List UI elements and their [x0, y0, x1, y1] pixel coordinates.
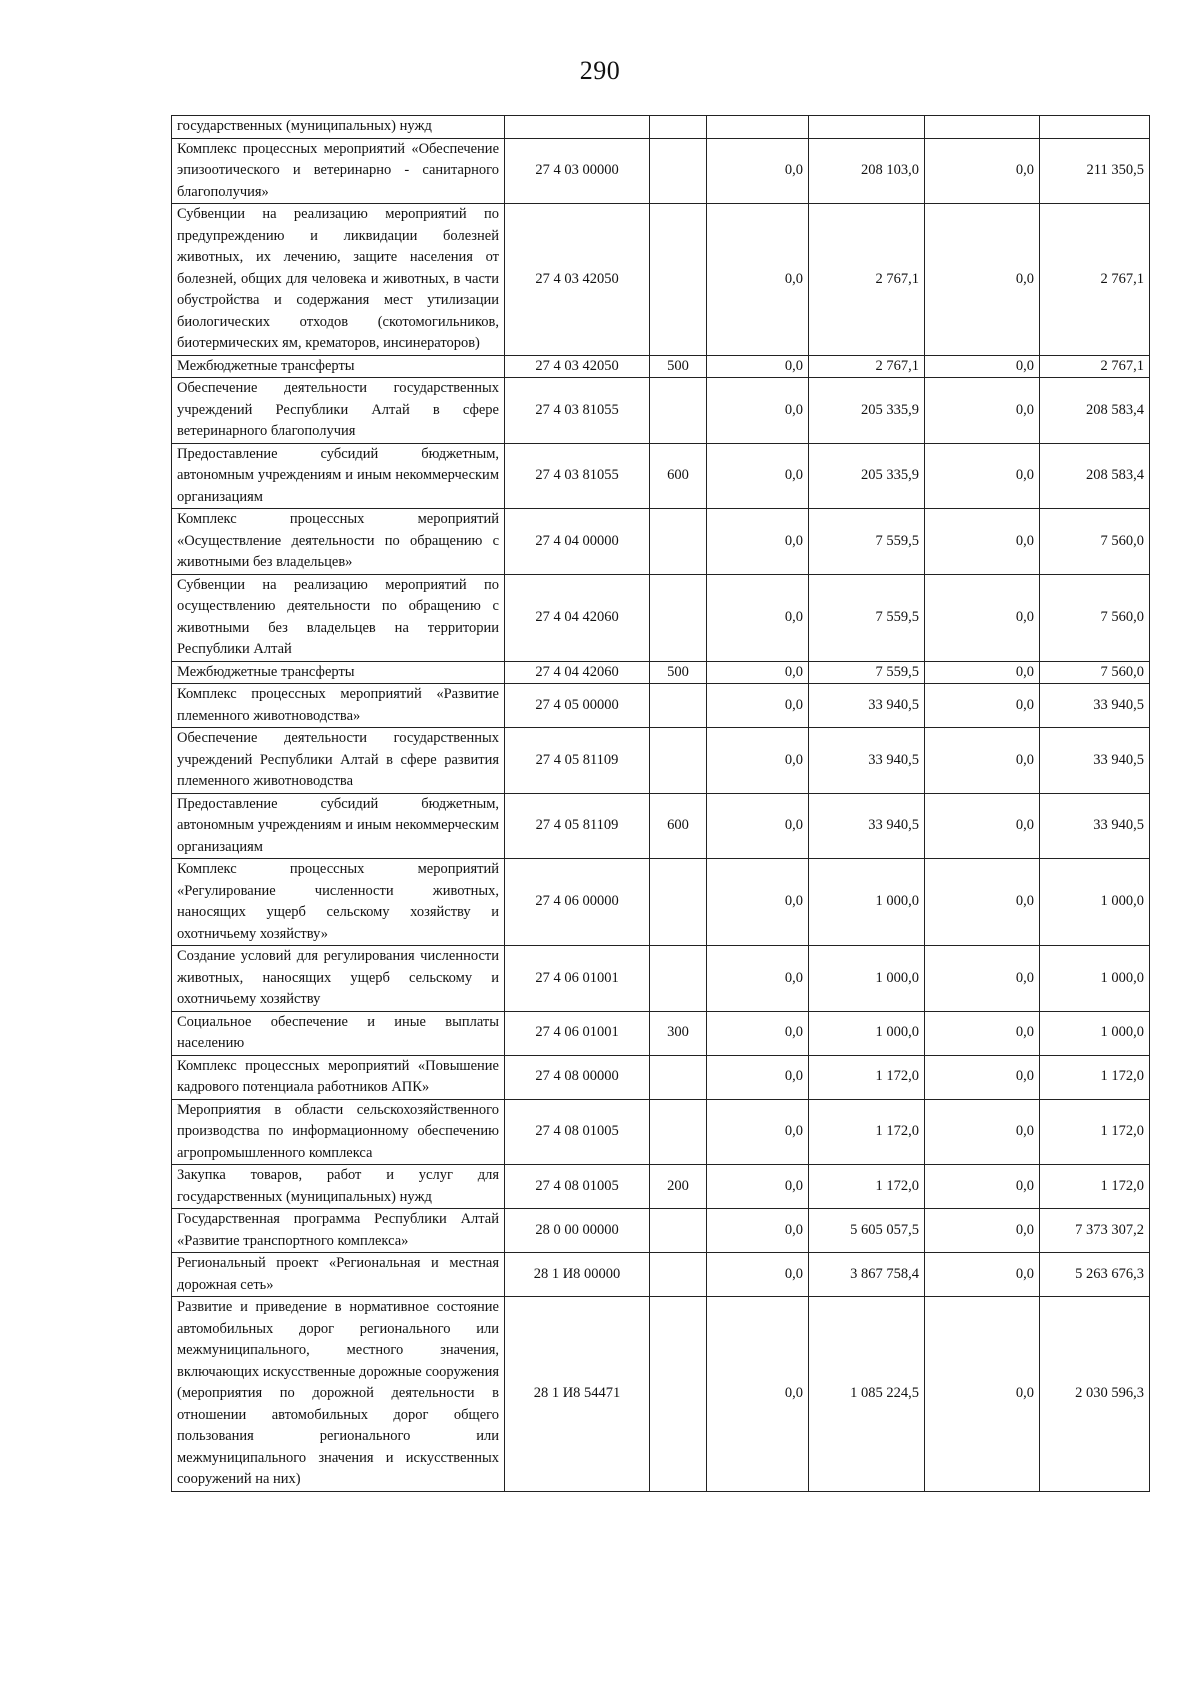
amount-col-1: 0,0	[707, 443, 809, 509]
row-description: Закупка товаров, работ и услуг для государственных (муниципальных) нужд	[172, 1165, 505, 1209]
amount-col-3	[925, 116, 1040, 139]
amount-col-4: 1 172,0	[1040, 1099, 1150, 1165]
amount-col-2: 7 559,5	[809, 574, 925, 661]
table-row	[172, 443, 1150, 509]
amount-col-4: 7 560,0	[1040, 574, 1150, 661]
target-article-code: 27 4 03 81055	[505, 443, 650, 509]
amount-col-2: 1 000,0	[809, 859, 925, 946]
expense-type-code: 300	[650, 1011, 707, 1055]
expense-type-code	[650, 204, 707, 356]
row-description: Межбюджетные трансферты	[172, 355, 505, 378]
amount-col-1	[707, 116, 809, 139]
target-article-code: 27 4 08 01005	[505, 1099, 650, 1165]
expense-type-code	[650, 1209, 707, 1253]
table-row	[172, 859, 1150, 946]
amount-col-4: 7 560,0	[1040, 661, 1150, 684]
amount-col-4: 208 583,4	[1040, 378, 1150, 444]
target-article-code: 28 1 И8 00000	[505, 1253, 650, 1297]
amount-col-2: 1 172,0	[809, 1165, 925, 1209]
amount-col-3: 0,0	[925, 859, 1040, 946]
target-article-code: 27 4 08 01005	[505, 1165, 650, 1209]
expense-type-code	[650, 378, 707, 444]
table-row	[172, 1209, 1150, 1253]
table-row	[172, 116, 1150, 139]
amount-col-1: 0,0	[707, 1011, 809, 1055]
row-description: Комплекс процессных мероприятий «Обеспечение эпизоотического и ветеринарно - санитарного благополучия»	[172, 138, 505, 204]
amount-col-2: 1 000,0	[809, 1011, 925, 1055]
row-description: Создание условий для регулирования численности животных, наносящих ущерб сельскому и охотничьему хозяйству	[172, 946, 505, 1012]
amount-col-3: 0,0	[925, 661, 1040, 684]
amount-col-2: 205 335,9	[809, 443, 925, 509]
amount-col-4: 33 940,5	[1040, 684, 1150, 728]
table-row	[172, 509, 1150, 575]
table-row	[172, 355, 1150, 378]
amount-col-2: 2 767,1	[809, 355, 925, 378]
row-description: Государственная программа Республики Алтай «Развитие транспортного комплекса»	[172, 1209, 505, 1253]
amount-col-2: 205 335,9	[809, 378, 925, 444]
amount-col-3: 0,0	[925, 138, 1040, 204]
amount-col-3: 0,0	[925, 1297, 1040, 1492]
amount-col-1: 0,0	[707, 1209, 809, 1253]
target-article-code: 28 1 И8 54471	[505, 1297, 650, 1492]
amount-col-4: 33 940,5	[1040, 793, 1150, 859]
expense-type-code	[650, 728, 707, 794]
table-row	[172, 946, 1150, 1012]
table-row	[172, 1055, 1150, 1099]
amount-col-1: 0,0	[707, 661, 809, 684]
amount-col-2: 208 103,0	[809, 138, 925, 204]
expense-type-code: 500	[650, 355, 707, 378]
row-description: Комплекс процессных мероприятий «Осуществление деятельности по обращению с животными без владельцев»	[172, 509, 505, 575]
row-description: Комплекс процессных мероприятий «Регулирование численности животных, наносящих ущерб сельскому хозяйству и охотничьему хозяйству»	[172, 859, 505, 946]
table-row	[172, 1253, 1150, 1297]
target-article-code: 27 4 05 00000	[505, 684, 650, 728]
table-row	[172, 138, 1150, 204]
row-description: Субвенции на реализацию мероприятий по осуществлению деятельности по обращению с животными без владельцев на территории Республики Алтай	[172, 574, 505, 661]
amount-col-2: 2 767,1	[809, 204, 925, 356]
table-row	[172, 684, 1150, 728]
target-article-code: 28 0 00 00000	[505, 1209, 650, 1253]
expense-type-code: 500	[650, 661, 707, 684]
amount-col-1: 0,0	[707, 1099, 809, 1165]
amount-col-3: 0,0	[925, 509, 1040, 575]
amount-col-4: 1 000,0	[1040, 946, 1150, 1012]
amount-col-3: 0,0	[925, 1209, 1040, 1253]
amount-col-4: 208 583,4	[1040, 443, 1150, 509]
table-row	[172, 793, 1150, 859]
row-description: Обеспечение деятельности государственных учреждений Республики Алтай в сфере развития племенного животноводства	[172, 728, 505, 794]
amount-col-2: 3 867 758,4	[809, 1253, 925, 1297]
amount-col-4: 1 000,0	[1040, 1011, 1150, 1055]
expense-type-code: 600	[650, 793, 707, 859]
amount-col-1: 0,0	[707, 1165, 809, 1209]
budget-table-body	[172, 116, 1150, 1492]
amount-col-4	[1040, 116, 1150, 139]
expense-type-code	[650, 138, 707, 204]
target-article-code: 27 4 06 01001	[505, 946, 650, 1012]
budget-table	[171, 115, 1150, 1492]
amount-col-3: 0,0	[925, 1099, 1040, 1165]
amount-col-3: 0,0	[925, 443, 1040, 509]
amount-col-4: 1 172,0	[1040, 1055, 1150, 1099]
row-description: Комплекс процессных мероприятий «Развитие племенного животноводства»	[172, 684, 505, 728]
target-article-code: 27 4 03 42050	[505, 204, 650, 356]
row-description: государственных (муниципальных) нужд	[172, 116, 505, 139]
expense-type-code	[650, 116, 707, 139]
table-row	[172, 1297, 1150, 1492]
expense-type-code: 600	[650, 443, 707, 509]
amount-col-2: 5 605 057,5	[809, 1209, 925, 1253]
amount-col-2: 33 940,5	[809, 728, 925, 794]
table-row	[172, 728, 1150, 794]
row-description: Комплекс процессных мероприятий «Повышение кадрового потенциала работников АПК»	[172, 1055, 505, 1099]
table-row	[172, 1165, 1150, 1209]
target-article-code	[505, 116, 650, 139]
amount-col-2: 7 559,5	[809, 661, 925, 684]
amount-col-1: 0,0	[707, 684, 809, 728]
amount-col-1: 0,0	[707, 509, 809, 575]
amount-col-1: 0,0	[707, 1297, 809, 1492]
amount-col-2: 33 940,5	[809, 793, 925, 859]
amount-col-4: 2 767,1	[1040, 355, 1150, 378]
expense-type-code	[650, 946, 707, 1012]
amount-col-3: 0,0	[925, 684, 1040, 728]
amount-col-4: 2 030 596,3	[1040, 1297, 1150, 1492]
amount-col-2: 1 085 224,5	[809, 1297, 925, 1492]
row-description: Развитие и приведение в нормативное состояние автомобильных дорог регионального или межмуниципального, местного значения, включающих искусственные дорожные сооружения (мероприятия по дорожной деятельности в отношении автомобильных дорог общего пользования регионального или межмуниципального значения и искусственных сооружений на них)	[172, 1297, 505, 1492]
amount-col-3: 0,0	[925, 1055, 1040, 1099]
target-article-code: 27 4 04 42060	[505, 661, 650, 684]
amount-col-1: 0,0	[707, 728, 809, 794]
expense-type-code	[650, 1099, 707, 1165]
table-row	[172, 1099, 1150, 1165]
amount-col-1: 0,0	[707, 378, 809, 444]
expense-type-code	[650, 509, 707, 575]
expense-type-code	[650, 1055, 707, 1099]
amount-col-3: 0,0	[925, 355, 1040, 378]
row-description: Межбюджетные трансферты	[172, 661, 505, 684]
table-row	[172, 1011, 1150, 1055]
amount-col-4: 5 263 676,3	[1040, 1253, 1150, 1297]
amount-col-4: 1 172,0	[1040, 1165, 1150, 1209]
target-article-code: 27 4 08 00000	[505, 1055, 650, 1099]
target-article-code: 27 4 03 81055	[505, 378, 650, 444]
amount-col-1: 0,0	[707, 138, 809, 204]
target-article-code: 27 4 06 00000	[505, 859, 650, 946]
expense-type-code	[650, 859, 707, 946]
expense-type-code	[650, 684, 707, 728]
amount-col-2: 7 559,5	[809, 509, 925, 575]
amount-col-4: 7 560,0	[1040, 509, 1150, 575]
table-row	[172, 204, 1150, 356]
amount-col-3: 0,0	[925, 946, 1040, 1012]
expense-type-code	[650, 574, 707, 661]
expense-type-code: 200	[650, 1165, 707, 1209]
target-article-code: 27 4 03 42050	[505, 355, 650, 378]
target-article-code: 27 4 03 00000	[505, 138, 650, 204]
page-number: 290	[579, 56, 621, 85]
table-row	[172, 574, 1150, 661]
amount-col-1: 0,0	[707, 1253, 809, 1297]
amount-col-2	[809, 116, 925, 139]
row-description: Мероприятия в области сельскохозяйственного производства по информационному обеспечению агропромышленного комплекса	[172, 1099, 505, 1165]
expense-type-code	[650, 1253, 707, 1297]
row-description: Предоставление субсидий бюджетным, автономным учреждениям и иным некоммерческим организациям	[172, 793, 505, 859]
row-description: Обеспечение деятельности государственных учреждений Республики Алтай в сфере ветеринарного благополучия	[172, 378, 505, 444]
amount-col-4: 2 767,1	[1040, 204, 1150, 356]
amount-col-2: 1 172,0	[809, 1055, 925, 1099]
row-description: Региональный проект «Региональная и местная дорожная сеть»	[172, 1253, 505, 1297]
amount-col-4: 33 940,5	[1040, 728, 1150, 794]
row-description: Социальное обеспечение и иные выплаты населению	[172, 1011, 505, 1055]
amount-col-3: 0,0	[925, 378, 1040, 444]
target-article-code: 27 4 04 00000	[505, 509, 650, 575]
amount-col-3: 0,0	[925, 204, 1040, 356]
amount-col-2: 1 172,0	[809, 1099, 925, 1165]
amount-col-1: 0,0	[707, 355, 809, 378]
amount-col-3: 0,0	[925, 728, 1040, 794]
row-description: Субвенции на реализацию мероприятий по предупреждению и ликвидации болезней животных, их лечению, защите населения от болезней, общих для человека и животных, в части обустройства и содержания мест утилизации биологических отходов (скотомогильников, биотермических ям, крематоров, инсинераторов)	[172, 204, 505, 356]
amount-col-4: 1 000,0	[1040, 859, 1150, 946]
row-description: Предоставление субсидий бюджетным, автономным учреждениям и иным некоммерческим организациям	[172, 443, 505, 509]
target-article-code: 27 4 05 81109	[505, 793, 650, 859]
amount-col-1: 0,0	[707, 1055, 809, 1099]
table-row	[172, 661, 1150, 684]
amount-col-1: 0,0	[707, 793, 809, 859]
target-article-code: 27 4 04 42060	[505, 574, 650, 661]
table-row	[172, 378, 1150, 444]
amount-col-1: 0,0	[707, 204, 809, 356]
amount-col-1: 0,0	[707, 574, 809, 661]
amount-col-3: 0,0	[925, 1165, 1040, 1209]
amount-col-3: 0,0	[925, 574, 1040, 661]
expense-type-code	[650, 1297, 707, 1492]
amount-col-4: 7 373 307,2	[1040, 1209, 1150, 1253]
amount-col-1: 0,0	[707, 859, 809, 946]
amount-col-2: 1 000,0	[809, 946, 925, 1012]
amount-col-3: 0,0	[925, 793, 1040, 859]
amount-col-4: 211 350,5	[1040, 138, 1150, 204]
target-article-code: 27 4 06 01001	[505, 1011, 650, 1055]
amount-col-2: 33 940,5	[809, 684, 925, 728]
amount-col-1: 0,0	[707, 946, 809, 1012]
amount-col-3: 0,0	[925, 1011, 1040, 1055]
target-article-code: 27 4 05 81109	[505, 728, 650, 794]
amount-col-3: 0,0	[925, 1253, 1040, 1297]
